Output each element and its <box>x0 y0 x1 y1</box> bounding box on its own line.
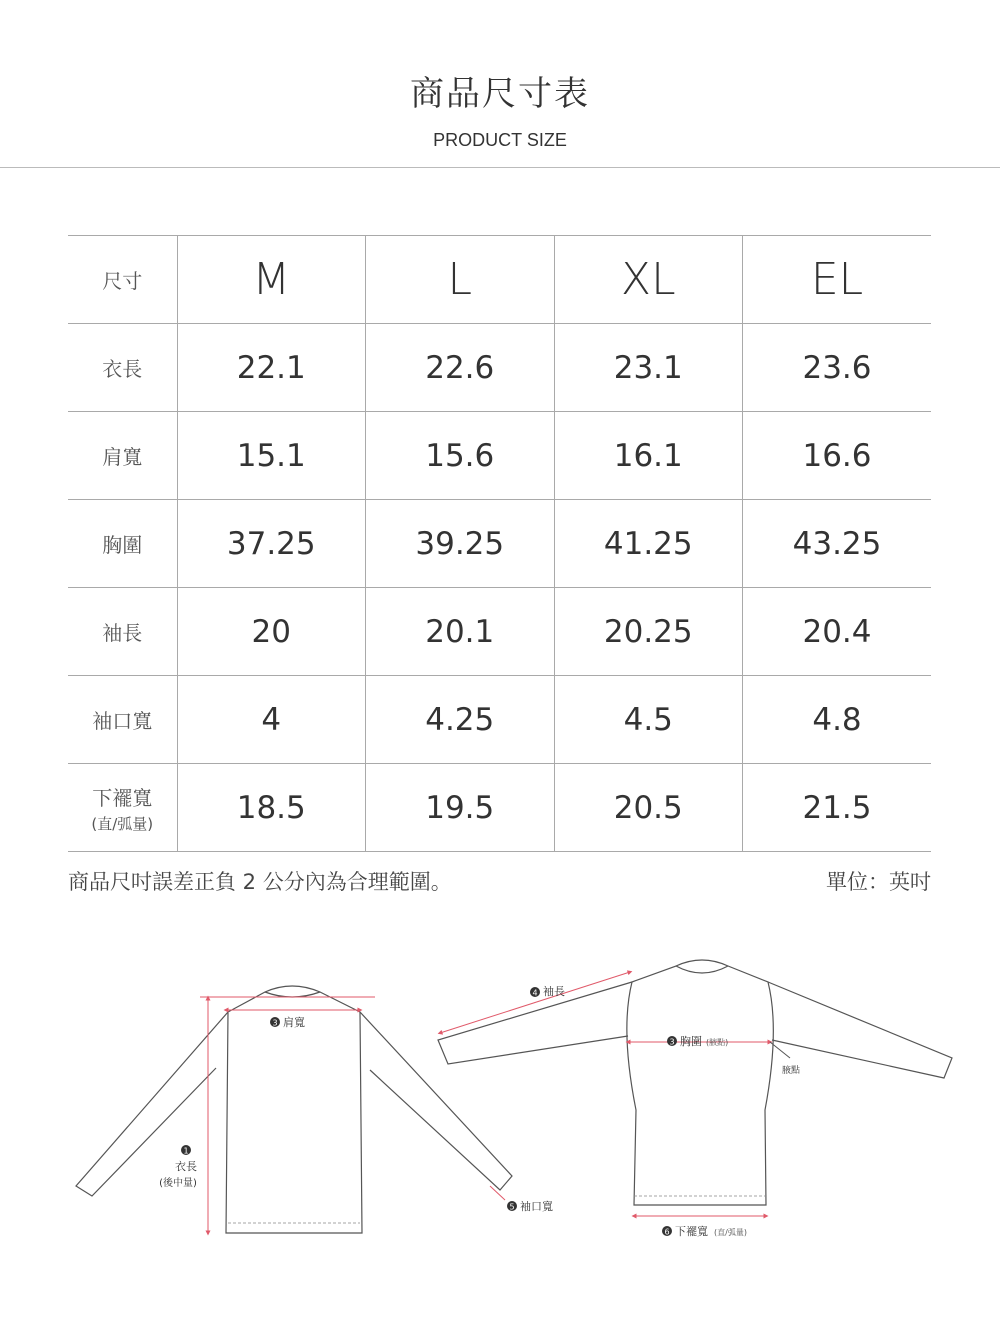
table-cell: 23.1 <box>554 324 743 412</box>
table-cell: 16.1 <box>554 412 743 500</box>
corner-label: 尺寸 <box>68 236 177 324</box>
table-row <box>68 412 931 500</box>
back-right-sleeve <box>360 1012 512 1190</box>
row-label-shoulder: 肩寬 <box>68 412 177 500</box>
table-row <box>68 324 931 412</box>
front-sleeve-label: 袖長 <box>543 985 565 998</box>
tolerance-note: 商品尺吋誤差正負 2 公分內為合理範圍。 <box>68 870 452 894</box>
table-cell: 41.25 <box>554 500 743 588</box>
table-cell: 20.4 <box>743 588 932 676</box>
unit-label: 單位：英吋 <box>826 870 931 894</box>
size-header-row <box>68 236 931 324</box>
table-row <box>68 676 931 764</box>
header-divider <box>0 167 1000 168</box>
front-sleeve-num: 4 <box>532 988 538 998</box>
front-right-sleeve <box>768 982 952 1078</box>
table-cell: 4 <box>177 676 366 764</box>
shirt-front-view <box>438 960 952 1205</box>
table-cell: 16.6 <box>743 412 932 500</box>
front-body-outline <box>627 966 773 1205</box>
size-table <box>68 235 931 852</box>
row-label-length: 衣長 <box>68 324 177 412</box>
measurement-diagram <box>0 940 1000 1260</box>
table-cell: 23.6 <box>743 324 932 412</box>
page-subtitle: PRODUCT SIZE <box>433 130 567 150</box>
back-measure-lines <box>200 997 505 1233</box>
cuff-label: 袖口寬 <box>520 1200 553 1213</box>
table-cell: 4.8 <box>743 676 932 764</box>
table-cell: 20 <box>177 588 366 676</box>
back-length-label: 衣長 <box>175 1160 197 1173</box>
back-length-sub: (後中量) <box>159 1178 197 1189</box>
table-row <box>68 500 931 588</box>
table-cell: 20.25 <box>554 588 743 676</box>
row-label-cuff: 袖口寬 <box>68 676 177 764</box>
armpit-label: 腋點 <box>782 1066 801 1076</box>
table-cell: 20.5 <box>554 764 743 852</box>
front-chest-label: 胸圍 <box>680 1035 702 1048</box>
back-shoulder-num: 3 <box>272 1018 278 1028</box>
row-label-chest: 胸圍 <box>68 500 177 588</box>
row-label-hem-sub: (直/弧量) <box>91 814 154 833</box>
row-label-hem-main: 下襬寬 <box>92 785 153 810</box>
table-cell: 19.5 <box>366 764 555 852</box>
size-xl-header: XL <box>554 236 743 324</box>
cuff-num: 5 <box>509 1202 515 1212</box>
table-cell: 15.6 <box>366 412 555 500</box>
table-row <box>68 588 931 676</box>
table-row <box>68 764 931 852</box>
hem-sub: (直/弧量) <box>714 1228 747 1237</box>
table-cell: 15.1 <box>177 412 366 500</box>
front-measure-lines <box>440 972 790 1216</box>
front-chest-num: 3 <box>669 1037 675 1047</box>
table-cell: 18.5 <box>177 764 366 852</box>
table-cell: 20.1 <box>366 588 555 676</box>
table-cell: 21.5 <box>743 764 932 852</box>
table-cell: 22.6 <box>366 324 555 412</box>
table-cell: 4.5 <box>554 676 743 764</box>
size-el-header: EL <box>743 236 932 324</box>
back-length-num: 1 <box>183 1146 189 1156</box>
table-cell: 43.25 <box>743 500 932 588</box>
table-cell: 4.25 <box>366 676 555 764</box>
front-collar <box>676 960 728 966</box>
table-cell: 37.25 <box>177 500 366 588</box>
size-l-header: L <box>366 236 555 324</box>
size-m-header: M <box>177 236 366 324</box>
table-cell: 22.1 <box>177 324 366 412</box>
row-label-sleeve: 袖長 <box>68 588 177 676</box>
back-left-sleeve <box>76 1012 228 1196</box>
hem-num: 6 <box>664 1227 670 1237</box>
page-title: 商品尺寸表 <box>410 74 590 114</box>
back-collar <box>265 986 320 992</box>
row-label-hem <box>68 764 177 852</box>
hem-label: 下襬寬 <box>675 1225 708 1238</box>
back-shoulder-label: 肩寬 <box>283 1016 305 1029</box>
table-cell: 39.25 <box>366 500 555 588</box>
front-chest-sub: (腋點) <box>706 1038 729 1047</box>
